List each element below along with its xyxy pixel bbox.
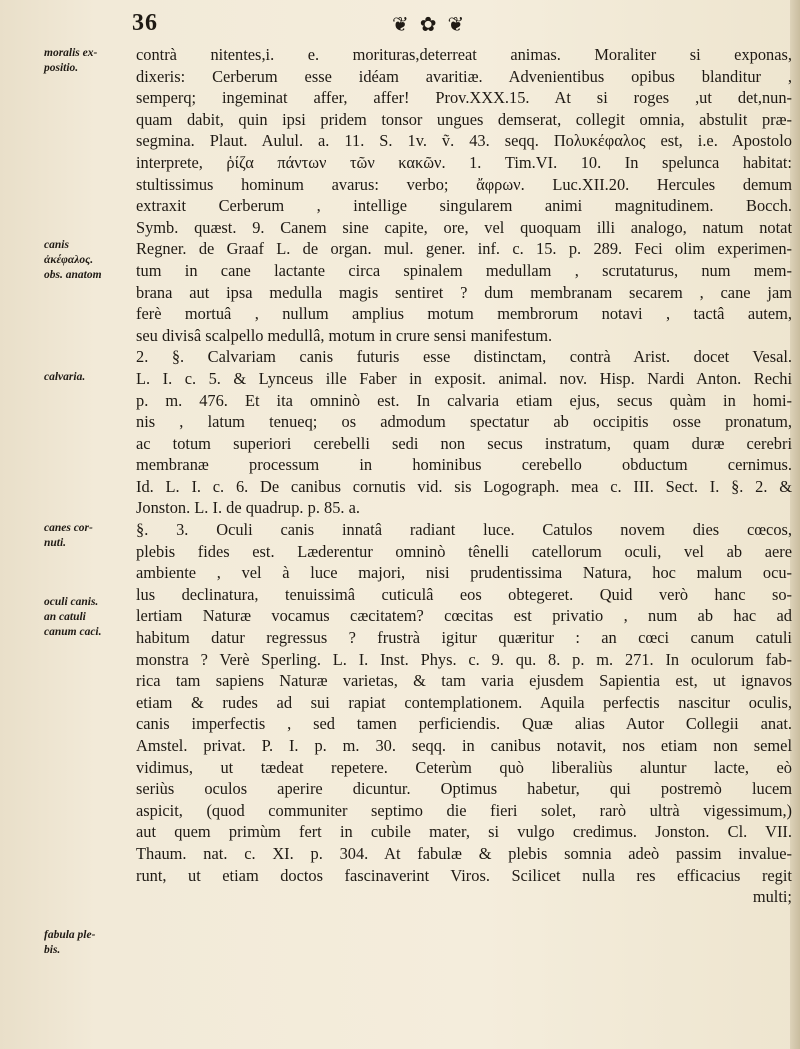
margin-note-calvaria: calvaria. [44, 371, 86, 383]
text-line: p. m. 476. Et ita omninò est. In calvaria etiam ejus, secus quàm in homi- [136, 390, 792, 410]
text-line: aut quem primùm fert in cubile mater, si vulgo credimus. Jonston. Cl. VII. [136, 822, 792, 842]
text-line: Thaum. nat. c. XI. p. 304. At fabulæ & plebis somnia adeò passim invalue- [136, 843, 792, 863]
text-line: contrà nitentes,i. e. morituras,deterreat animas. Moraliter si exponas, [136, 45, 792, 64]
text-line: L. I. c. 5. & Lynceus ille Faber in exposit. animal. nov. Hisp. Nardi Anton. Rechi [136, 368, 792, 388]
text-line: Symb. quæst. 9. Canem sine capite, ore, vel quoquam illi analogo, natum notat [136, 217, 792, 237]
text-line: seu divisâ scalpello medullâ, motum in crure sensi manifestum. [136, 325, 553, 345]
text-line: interprete, ῥίζα πάντων τῶν κακῶν. 1. Tim.VI. 10. In spelunca habitat: [136, 152, 792, 172]
text-line: aspicit, (quod communiter septimo die fieri solet, rarò ultrà vigessimum,) [136, 800, 792, 820]
text-line: rica tam sapiens Naturæ varietas, & tam varia ejusdem Sapientia est, ut ignavos [136, 671, 792, 691]
text-line: Regner. de Graaf L. de organ. mul. gener. inf. c. 15. p. 289. Feci olim experimen- [136, 239, 792, 259]
margin-notes [0, 0, 130, 1049]
text-line: semperq; ingeminat affer, affer! Prov.XXX.15. At si roges ,ut det,nun- [136, 88, 792, 108]
text-line: canis imperfectis , sed tamen perficiendis. Quæ alias Autor Collegii anat. [136, 714, 792, 734]
text-line: lus declinatura, tenuissimâ cuticulâ eos obtegeret. Quid verò hanc so- [136, 584, 792, 604]
margin-note-canis: canis ἀκέφαλος. obs. anatom [44, 239, 102, 281]
text-line: 2. §. Calvariam canis futuris esse distinctam, contrà Arist. docet Vesal. [136, 347, 792, 367]
text-line: lertiam Naturæ vocamus cæcitatem? cœcitas est privatio , num ab hac ad [136, 606, 792, 626]
text-line: §. 3. Oculi canis innatâ radiant luce. Catulos novem dies cœcos, [136, 520, 792, 540]
text-line: extraxit Cerberum , intellige singularem animi magnitudinem. Bocch. [136, 196, 792, 216]
text-line: Id. L. I. c. 6. De canibus cornutis vid. sis Logograph. mea c. III. Sect. I. §. 2. & [136, 476, 792, 496]
text-line: runt, ut etiam doctos fascinaverint Viros. Scilicet nulla res efficacius regit [136, 865, 792, 885]
text-line: seriùs oculos aperire dicuntur. Optimus habetur, qui postremò lucem [136, 779, 792, 799]
text-line: plebis fides est. Læderentur omninò tênelli catellorum oculi, vel ab aere [136, 541, 792, 561]
text-line: tum in cane lactante circa spinalem medullam , scrutaturus, num mem- [136, 260, 792, 280]
header-ornament: ❦ ✿ ❦ [392, 14, 468, 36]
text-line: ac totum superiori cerebelli sedi non secus instratum, quam duræ cerebri [136, 433, 792, 453]
text-line: monstra ? Verè Sperling. L. I. Inst. Phys. c. 9. qu. 8. p. m. 271. In oculorum fab- [136, 649, 792, 669]
body-text [136, 44, 792, 908]
margin-note-oculi-canis: oculi canis. an catuli canum caci. [44, 596, 102, 638]
page-number: 36 [132, 10, 158, 36]
text-line: ferè mortuâ , nullum amplius motum membrorum notavi , tactâ autem, [136, 304, 792, 324]
text-line: stultissimus hominum avarus: verbo; ἄφρων. Luc.XII.20. Hercules demum [136, 174, 792, 194]
margin-note-fabula: fabula ple- bis. [44, 929, 96, 956]
text-line: habitum datur regressus ? frustrà igitur quæritur : an cœci canum catuli [136, 628, 792, 648]
catchword: multi; [752, 887, 792, 907]
margin-note-moralis: moralis ex- positio. [44, 47, 98, 74]
text-line: brana aut ipsa medulla magis sentiret ? dum membranam secarem , cane jam [136, 282, 792, 302]
text-line: membranæ processum in hominibus cerebello obductum cernimus. [136, 455, 792, 475]
text-line: dixeris: Cerberum esse idéam avaritiæ. Advenientibus opibus blanditur , [136, 66, 792, 86]
text-line: etiam & rudes ad sui rapiat contemplationem. Aquila perfectis nascitur oculis, [136, 692, 792, 712]
text-line: vidimus, ut tædeat repetere. Ceterùm quò liberaliùs aluntur lacte, eò [136, 757, 792, 777]
margin-note-canes-cornuti: canes cor- nuti. [44, 522, 93, 549]
text-line: ambiente , vel à luce majori, nisi prudentissima Natura, hoc malum ocu- [136, 563, 792, 583]
text-line: nis , latum tenueq; os admodum spectatur ab occipitis osse pronatum, [136, 412, 792, 432]
text-line: quam dabit, quin ipsi pridem tonsor ungues demserat, collegit omnia, abstulit præ- [136, 109, 792, 129]
text-line: Jonston. L. I. de quadrup. p. 85. a. [136, 498, 360, 518]
text-line: Amstel. privat. P. I. p. m. 30. seqq. in canibus notavit, nos etiam non semel [136, 736, 792, 755]
text-line: segmina. Plaut. Aulul. a. 11. S. 1v. ṽ. 43. seqq. Πολυκέφαλος est, i.e. Apostolo [136, 131, 792, 151]
